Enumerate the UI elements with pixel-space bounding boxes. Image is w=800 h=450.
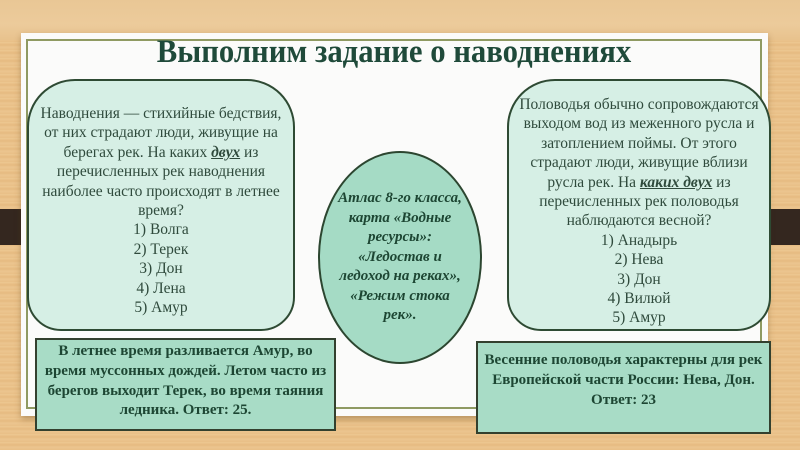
question-text: Наводнения — стихийные бедствия, от них страдают люди, живущие на берегах рек. На каких (40, 105, 282, 161)
question-text: Половодья обычно сопровождаются выходом вод из меженного русла и затоплением поймы. От этого страдают люди, живущие вблизи русла рек. На (519, 96, 759, 191)
left-answer-box (35, 338, 336, 431)
option-item: 2) Терек (133, 240, 189, 258)
option-item: 1) Волга (133, 221, 189, 239)
right-question-text (515, 95, 763, 231)
option-item: 4) Вилюй (607, 290, 671, 308)
option-item: 3) Дон (139, 260, 183, 278)
center-hint-oval (318, 151, 482, 364)
right-answer-box (476, 341, 771, 434)
option-item: 5) Амур (612, 309, 666, 327)
left-options-list (37, 220, 285, 317)
option-item: 5) Амур (134, 299, 188, 317)
slide-title: Выполним задание о наводнениях (156, 34, 632, 70)
question-emphasis: каких двух (639, 173, 713, 191)
left-question-box (27, 79, 295, 331)
option-item: 4) Лена (136, 279, 186, 297)
question-emphasis: двух (211, 143, 241, 161)
left-question-text (37, 104, 285, 220)
decorative-band-right (770, 209, 800, 245)
option-item: 1) Анадырь (600, 231, 678, 249)
answer-text: Весенние половодья характерны для рек Европейской части России: Нева, Дон. (484, 352, 763, 388)
answer-value: Ответ: 23 (591, 391, 656, 408)
question-text: из перечисленных рек половодья наблюдаются весной? (539, 173, 739, 230)
option-item: 3) Дон (617, 270, 661, 288)
right-question-box (507, 79, 771, 331)
option-item: 2) Нева (614, 251, 664, 269)
right-options-list (515, 231, 763, 328)
answer-text: В летнее время разливается Амур, во время муссонных дождей. Летом часто из берегов выходит Терек, во время таяния ледника. Ответ: 25. (44, 343, 327, 419)
hint-text: Атлас 8-го класса, карта «Водные ресурсы»: «Ледостав и ледоход на реках», «Режим стока рек». (338, 189, 462, 324)
question-text: из перечисленных рек наводнения наиболее часто происходят в летнее время? (42, 143, 280, 220)
